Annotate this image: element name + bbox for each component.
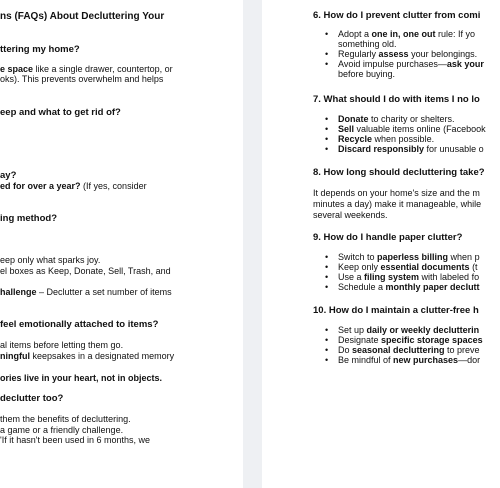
list-item: • Do seasonal decluttering to preve (325, 345, 483, 355)
list-item: • Regularly assess your belongings. (325, 49, 484, 59)
list-item: • Use a filing system with labeled fo (325, 272, 480, 282)
list-item: • Set up daily or weekly declutterin (325, 325, 483, 335)
list-item: • Schedule a monthly paper declutt (325, 282, 480, 292)
faq-answer-8-line-3: several weekends. (313, 210, 388, 220)
faq-question-3-heading: ay? (0, 170, 17, 181)
faq-answer-8-line-2: minutes a day) make it manageable, while (313, 199, 482, 209)
faq-answer-4-line-2: el boxes as Keep, Donate, Sell, Trash, and (0, 266, 171, 276)
list-item: • Switch to paperless billing when p (325, 252, 480, 262)
faq-answer-5-line-2: ningful keepsakes in a designated memory (0, 351, 175, 361)
list-item: • Be mindful of new purchases—dor (325, 355, 483, 365)
faq-question-6-heading-left: declutter too? (0, 393, 64, 404)
faq-answer-1-line-1: e space like a single drawer, countertop, or (0, 64, 173, 74)
faq-answer-7-list (325, 114, 486, 154)
list-item: • Designate specific storage spaces (325, 335, 483, 345)
faq-question-10-heading: 10. How do I maintain a clutter-free h (313, 305, 479, 316)
faq-question-7-heading: 7. What should I do with items I no lo (313, 94, 480, 105)
list-item-continuation: something old. (338, 39, 397, 49)
faq-answer-3-line-1: ed for over a year? (If yes, consider (0, 181, 147, 191)
faq-answer-9-list (325, 252, 480, 292)
document-page-left (0, 0, 243, 488)
faq-answer-1-line-2: oks). This prevents overwhelm and helps (0, 74, 164, 84)
document-page-right (262, 0, 500, 488)
faq-question-6-heading: 6. How do I prevent clutter from comi (313, 10, 481, 21)
list-item: • Keep only essential documents (t (325, 262, 480, 272)
faq-answer-5-line-3: ories live in your heart, not in objects. (0, 373, 163, 383)
faq-question-8-heading: 8. How long should decluttering take? (313, 167, 485, 178)
faq-answer-6-line-1: them the benefits of decluttering. (0, 414, 131, 424)
list-item: • Discard responsibly for unusable o (325, 144, 486, 154)
faq-question-9-heading: 9. How do I handle paper clutter? (313, 232, 463, 243)
list-item: • Recycle when possible. (325, 134, 486, 144)
faq-question-5-heading: feel emotionally attached to items? (0, 319, 159, 330)
faq-answer-10-list (325, 325, 483, 365)
faq-answer-6-line-2: a game or a friendly challenge. (0, 425, 124, 435)
list-item: • Sell valuable items online (Facebook (325, 124, 486, 134)
faq-answer-6-list (325, 29, 484, 79)
list-item-continuation: before buying. (338, 69, 396, 79)
list-item: • Adopt a one in, one out rule: If yo (325, 29, 484, 39)
faq-answer-4-line-3: hallenge – Declutter a set number of items (0, 287, 172, 297)
faq-question-1-heading: ttering my home? (0, 44, 80, 55)
list-item: • Donate to charity or shelters. (325, 114, 486, 124)
faq-question-4-heading: ing method? (0, 213, 57, 224)
faq-answer-5-line-1: al items before letting them go. (0, 340, 124, 350)
page-title: ns (FAQs) About Decluttering Your (0, 11, 165, 22)
faq-answer-4-line-1: eep only what sparks joy. (0, 255, 101, 265)
faq-question-2-heading: eep and what to get rid of? (0, 107, 121, 118)
faq-answer-6-line-3: 'If it hasn't been used in 6 months, we (0, 435, 151, 445)
list-item: • Avoid impulse purchases—ask your (325, 59, 484, 69)
faq-answer-8-line-1: It depends on your home's size and the m (313, 188, 480, 198)
